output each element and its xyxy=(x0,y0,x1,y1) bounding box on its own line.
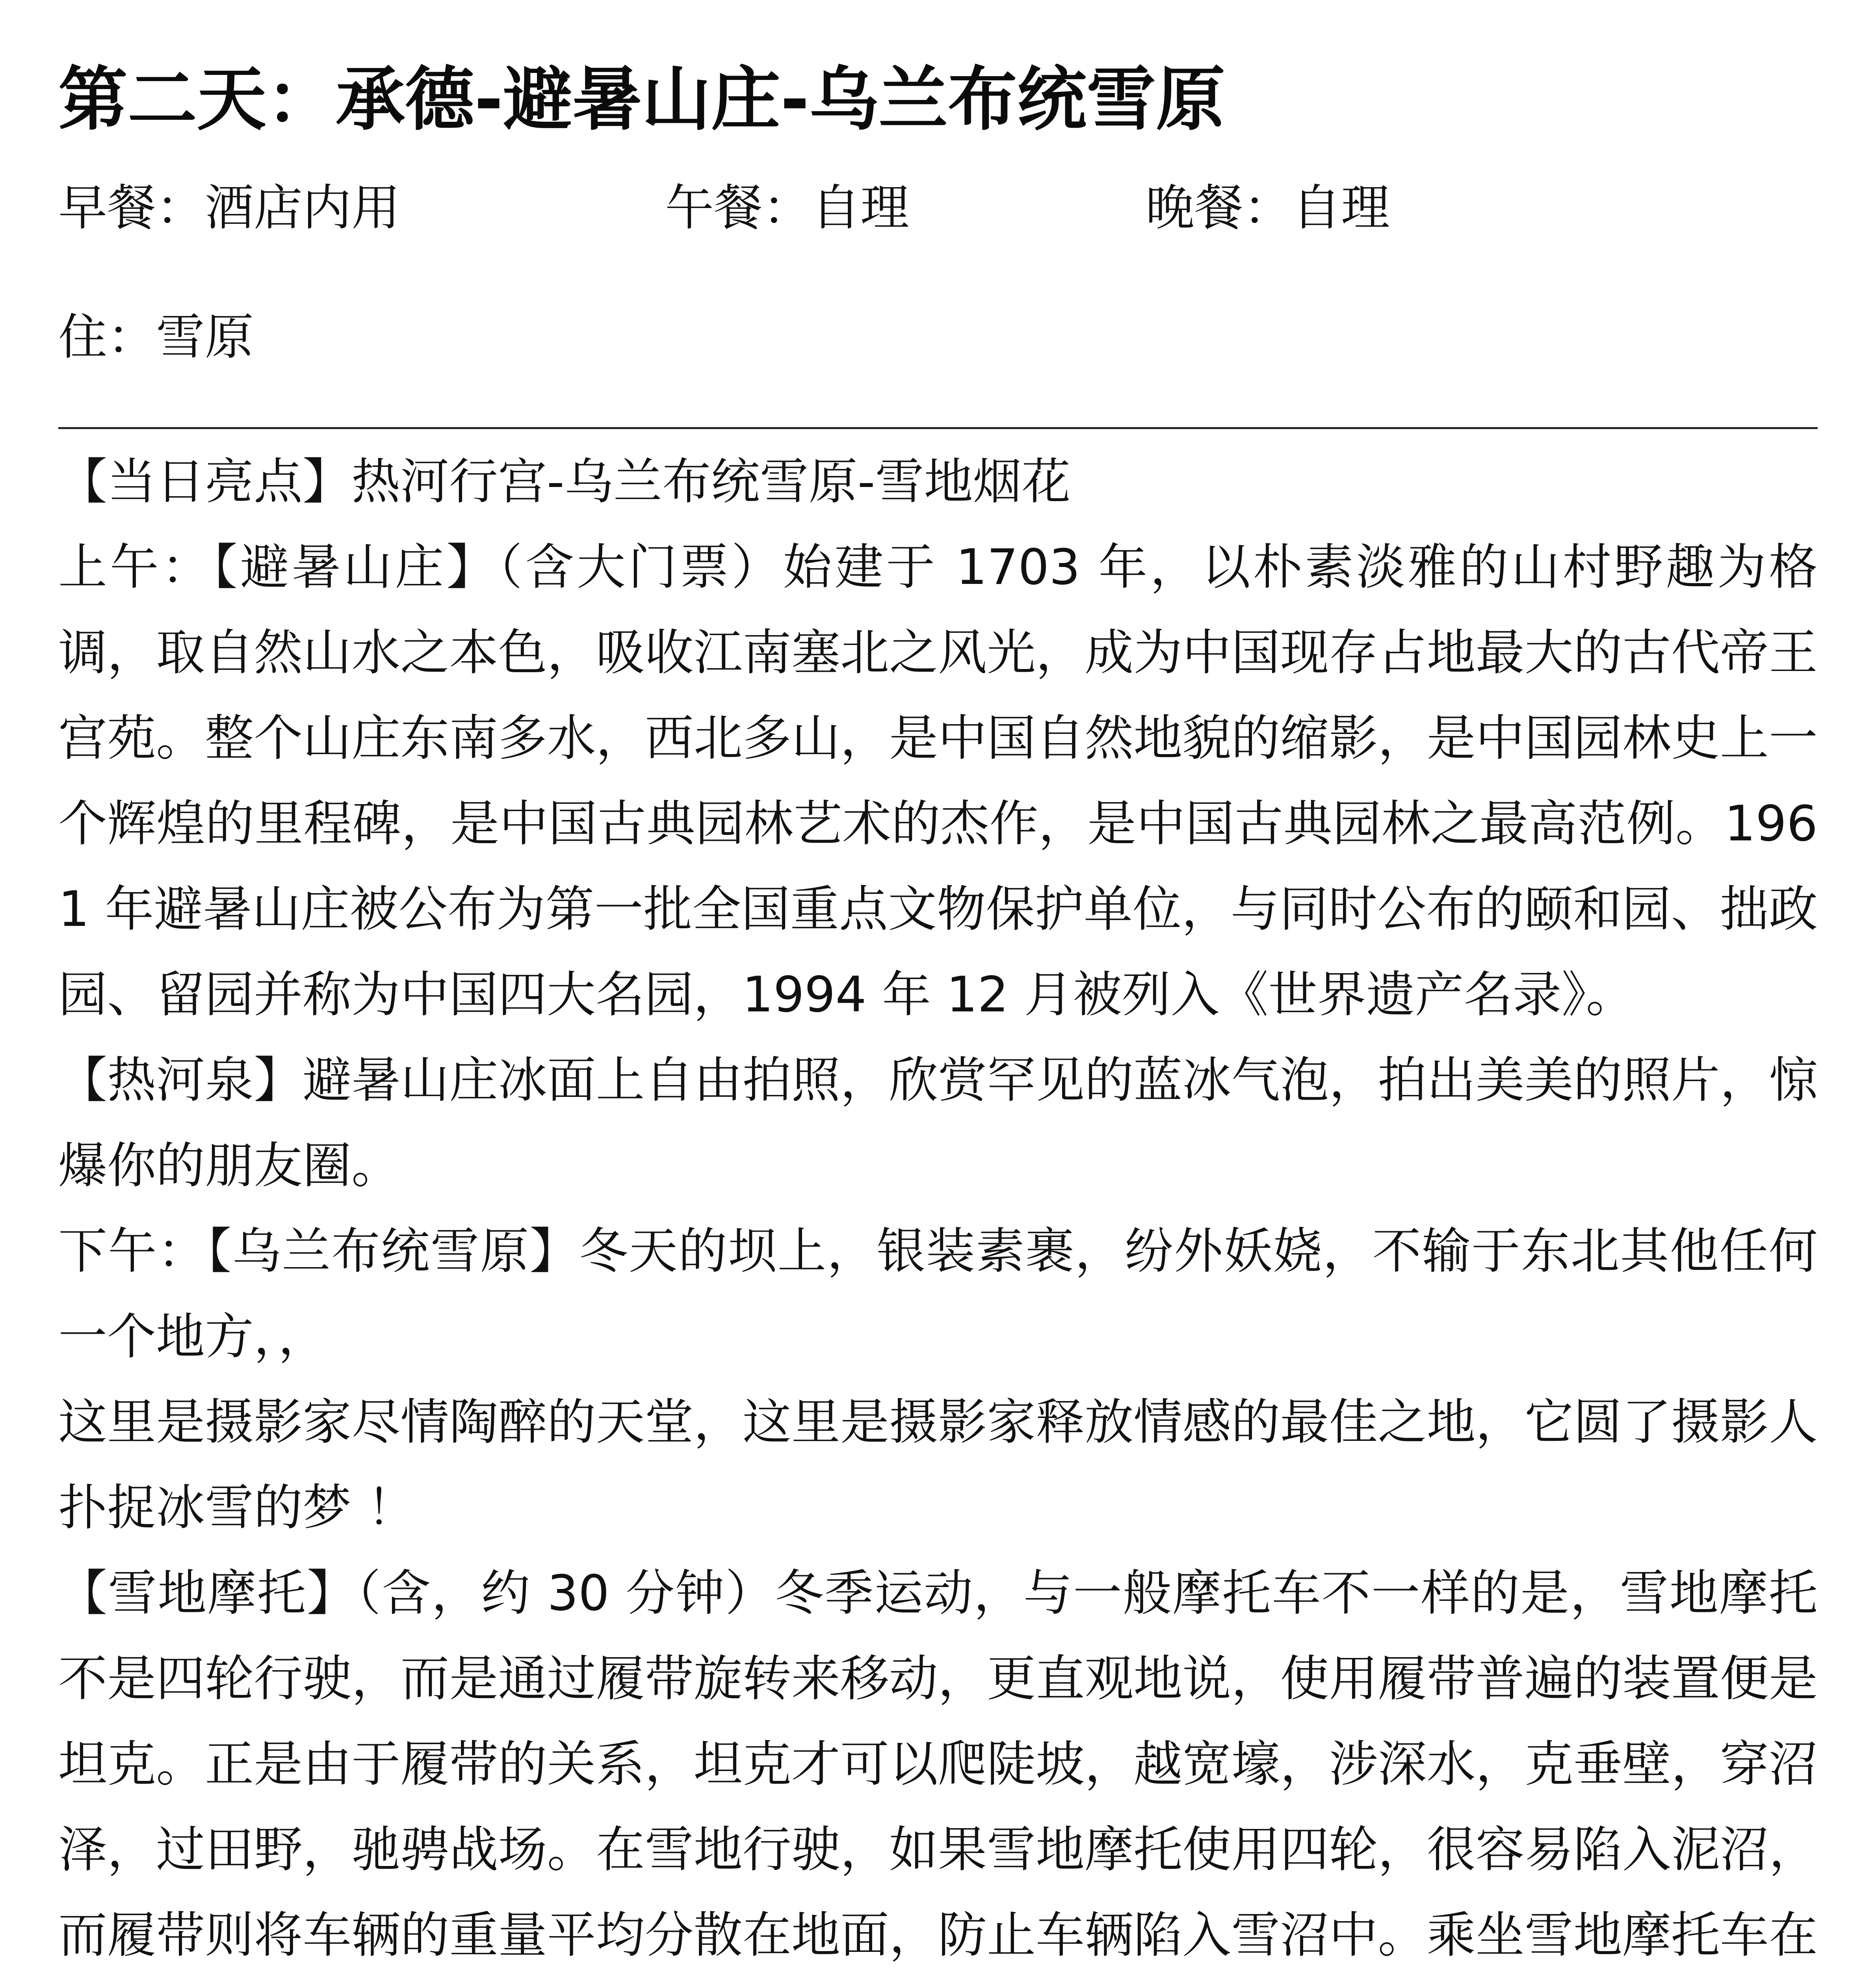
highlights-paragraph: 【当日亮点】热河行宫-乌兰布统雪原-雪地烟花 xyxy=(58,453,1071,510)
dinner-info: 晚餐：自理 xyxy=(1146,180,1390,236)
day2-description xyxy=(58,439,1818,1970)
hot-spring-paragraph: 【热河泉】避暑山庄冰面上自由拍照，欣赏罕见的蓝冰气泡，拍出美美的照片，惊爆你的朋友圈。 xyxy=(58,1052,1818,1194)
morning-paragraph: 上午：【避暑山庄】（含大门票）始建于 1703 年，以朴素淡雅的山村野趣为格调，取自然山水之本色，吸收江南塞北之风光，成为中国现存占地最大的古代帝王宫苑。整个山庄东南多水，西北多山，是中国自然地貌的缩影，是中国园林史上一个辉煌的里程碑，是中国古典园林艺术的杰作，是中国古典园林之最高范例。1961 年避暑山庄被公布为第一批全国重点文物保护单位，与同时公布的颐和园、拙政园、留园并称为中国四大名园，1994 年 12 月被列入《世界遗产名录》。 xyxy=(58,539,1818,1023)
photography-paragraph: 这里是摄影家尽情陶醉的天堂，这里是摄影家释放情感的最佳之地，它圆了摄影人扑捉冰雪的梦 ！ xyxy=(58,1394,1818,1536)
snowmobile-paragraph: 【雪地摩托】（含，约 30 分钟）冬季运动，与一般摩托车不一样的是，雪地摩托不是四轮行驶，而是通过履带旋转来移动，更直观地说，使用履带普遍的装置便是坦克。正是由于履带的关系，坦克才可以爬陡坡，越宽壕，涉深水，克垂壁，穿沼泽，过田野，驰骋战场。在雪地行驶，如果雪地摩托使用四轮，很容易陷入泥沼，而履带则将车辆的重量平均分散在地面，防止车辆陷入雪沼中。乘坐雪地摩托车在 xyxy=(58,1565,1818,1964)
day2-title: 第二天：承德-避暑山庄-乌兰布统雪原 xyxy=(58,59,1226,140)
section-divider xyxy=(58,427,1818,429)
lunch-info: 午餐：自理 xyxy=(665,180,910,236)
afternoon-paragraph: 下午：【乌兰布统雪原】冬天的坝上，银装素裹，纷外妖娆，不输于东北其他任何一个地方，， xyxy=(58,1223,1818,1365)
accommodation-info: 住：雪原 xyxy=(58,309,254,366)
meals-row xyxy=(58,173,1818,243)
breakfast-info: 早餐：酒店内用 xyxy=(58,180,401,236)
